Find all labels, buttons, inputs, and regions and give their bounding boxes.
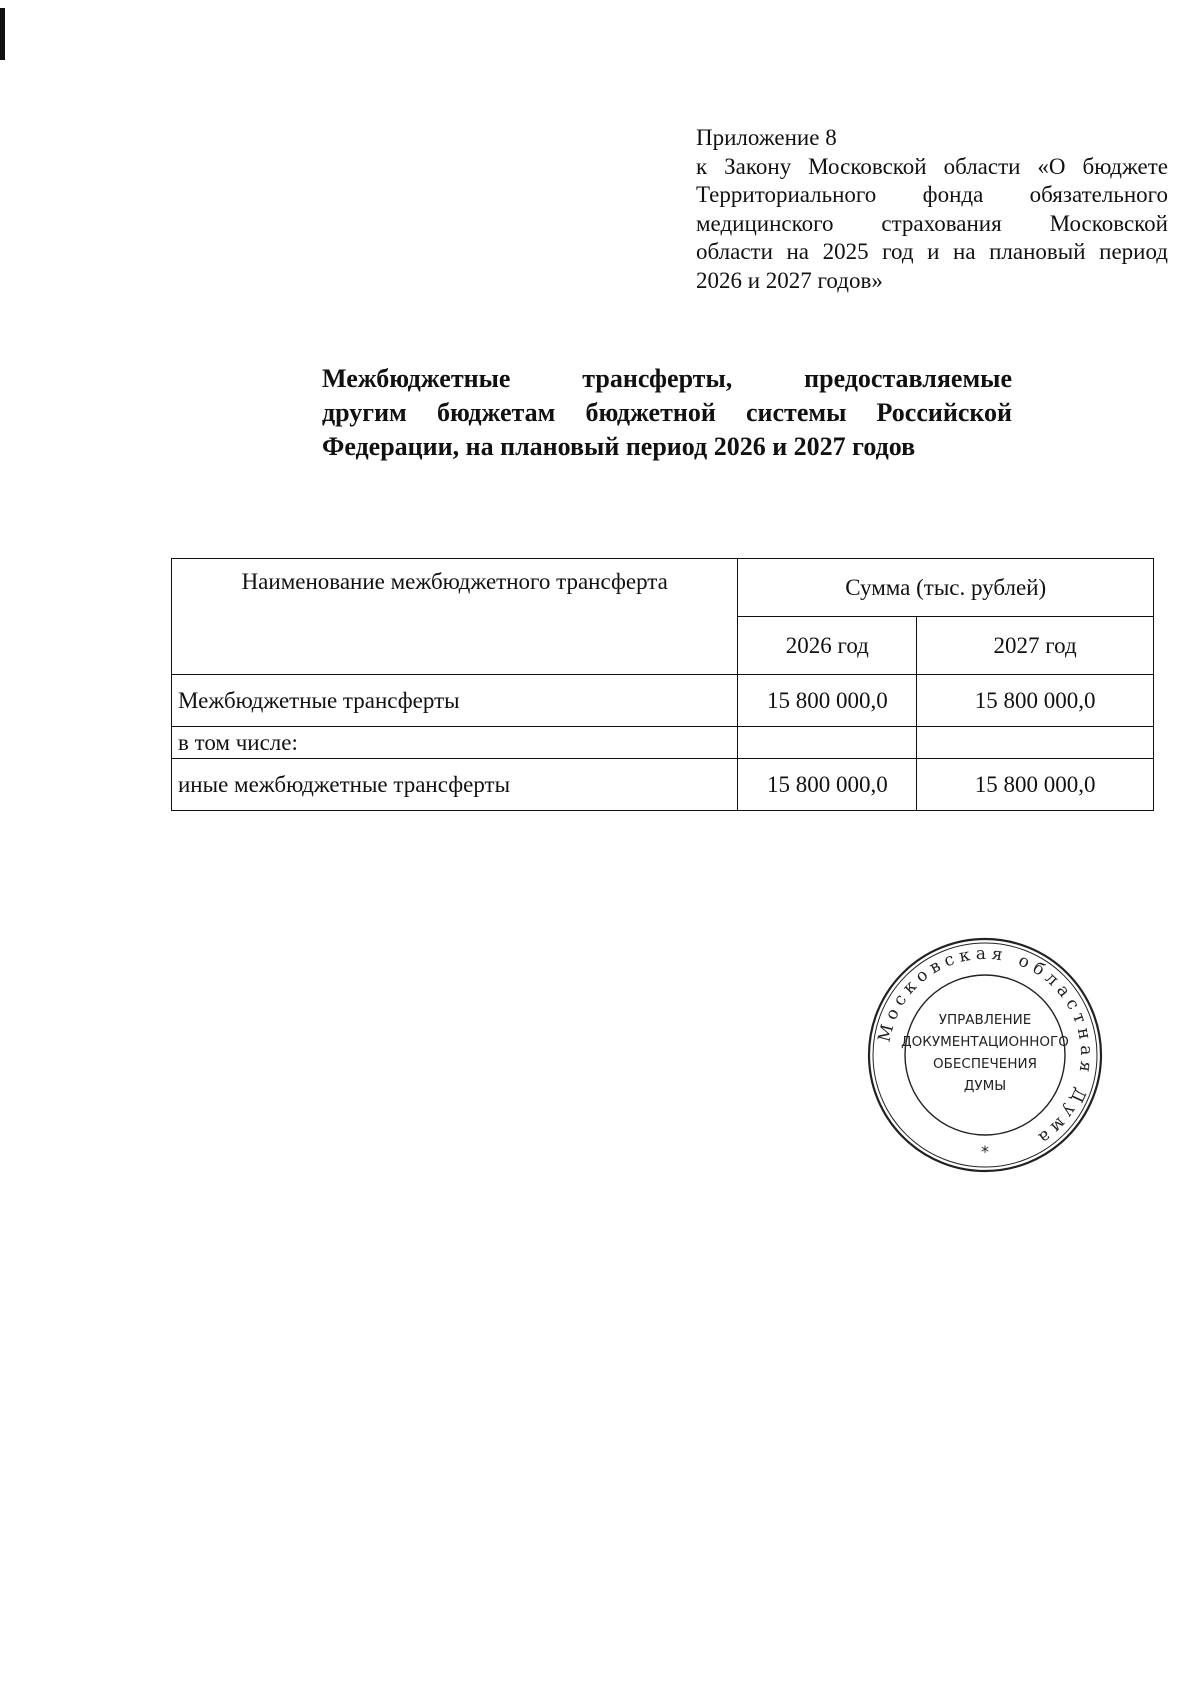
header-sum: Сумма (тыс. рублей) — [738, 559, 1154, 617]
scan-edge-mark — [0, 8, 5, 60]
seal-center-line: ДУМЫ — [963, 1078, 1007, 1094]
appendix-line: области на 2025 год и на плановый период — [696, 239, 1168, 264]
table-row — [172, 675, 1154, 727]
appendix-line: Территориального фонда обязательного — [696, 182, 1168, 207]
header-year-2026: 2026 год — [738, 617, 917, 675]
row-value-2027: 15 800 000,0 — [917, 675, 1154, 727]
table-row — [172, 727, 1154, 759]
table-header-row — [172, 559, 1154, 617]
title-line: Федерации, на плановый период 2026 и 2027 годов — [322, 432, 916, 461]
seal-ring-text: Московская областная Дума — [874, 943, 1097, 1151]
official-seal-stamp — [866, 936, 1104, 1174]
appendix-reference — [696, 124, 1168, 295]
seal-center-line: ДОКУМЕНТАЦИОННОГО — [901, 1034, 1069, 1050]
row-value-2026: 15 800 000,0 — [738, 675, 917, 727]
header-name: Наименование межбюджетного трансферта — [172, 559, 738, 675]
appendix-line: к Закону Московской области «О бюджете — [696, 153, 1168, 179]
seal-star: * — [981, 1142, 989, 1161]
row-value-2027: 15 800 000,0 — [917, 759, 1154, 811]
row-value-2026 — [738, 727, 917, 759]
header-year-2027: 2027 год — [917, 617, 1154, 675]
table-row — [172, 759, 1154, 811]
row-name: Межбюджетные трансферты — [172, 675, 738, 727]
row-name: иные межбюджетные трансферты — [172, 759, 738, 811]
title-line: Межбюджетные трансферты, предоставляемые — [322, 364, 1012, 393]
appendix-line: 2026 и 2027 годов» — [696, 267, 883, 293]
title-line: другим бюджетам бюджетной системы Российской — [322, 398, 1012, 427]
document-title — [322, 362, 1012, 464]
appendix-line: медицинского страхования Московской — [696, 210, 1168, 236]
seal-center-line: ОБЕСПЕЧЕНИЯ — [933, 1056, 1037, 1072]
appendix-number: Приложение 8 — [696, 125, 837, 150]
transfers-table — [171, 558, 1154, 811]
row-value-2027 — [917, 727, 1154, 759]
row-value-2026: 15 800 000,0 — [738, 759, 917, 811]
row-name: в том числе: — [172, 727, 738, 759]
seal-center-line: УПРАВЛЕНИЕ — [938, 1012, 1032, 1028]
